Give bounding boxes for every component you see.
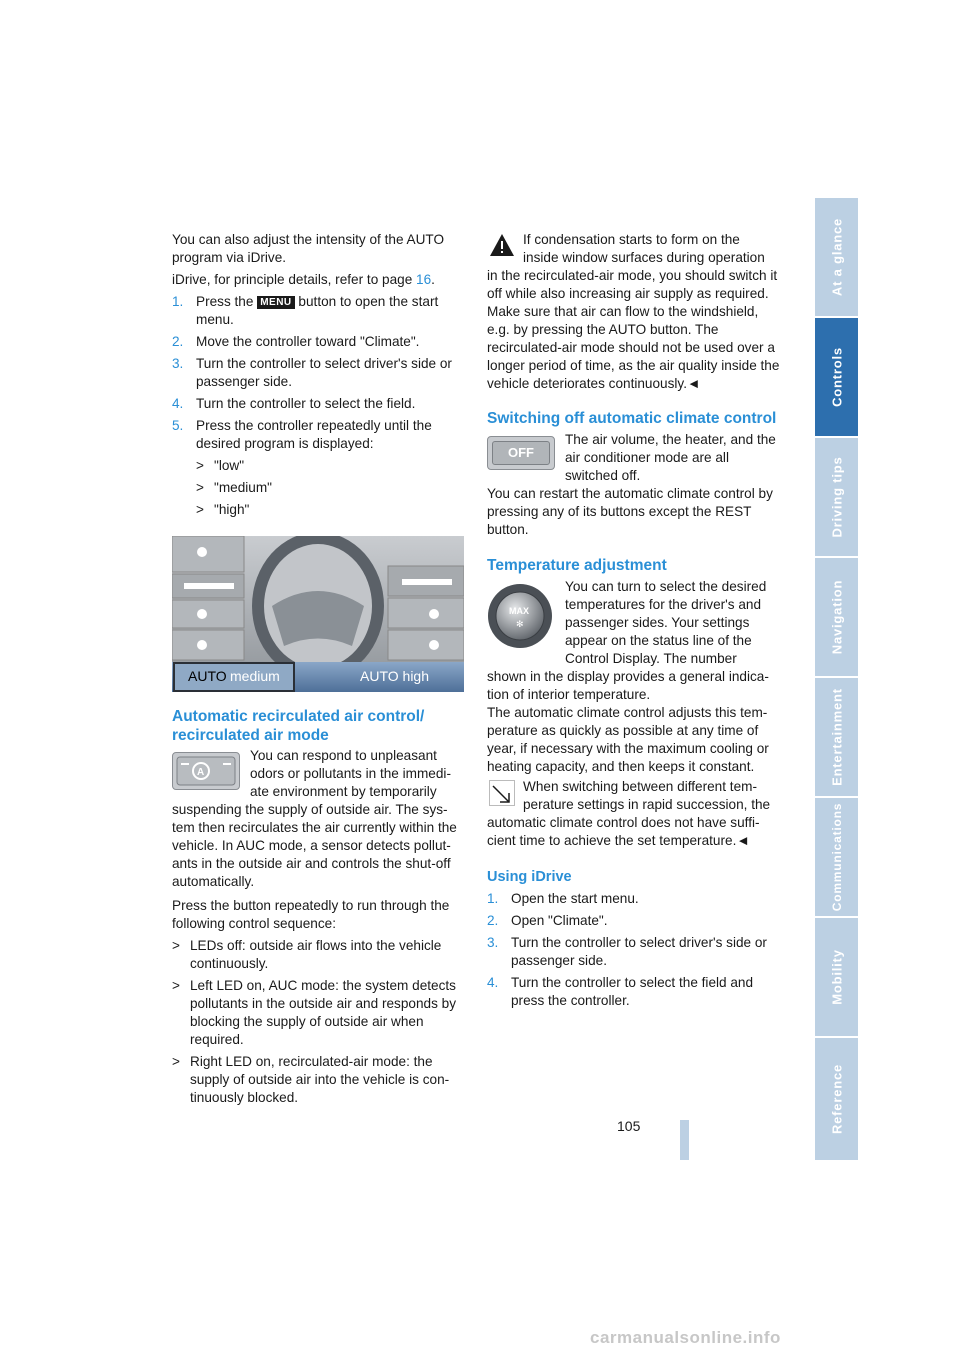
display-label-auto-high: AUTO high: [360, 668, 429, 684]
menu-button-icon: MENU: [257, 296, 294, 309]
off-body: You can restart the automatic climate control by pressing any of its buttons except the REST button.: [487, 486, 773, 537]
max-knob-icon: [487, 583, 553, 649]
temp-body: shown in the display provides a general indica-tion of interior temperature. The automatic climate control adjusts this tem-perature as quickly as possible at any time of year, if necessary with the maximum cooling or heating capacity, and then keeps it constant.: [487, 669, 769, 774]
program-list: [172, 457, 467, 519]
sidebar-tab-driving-tips[interactable]: Driving tips: [815, 438, 858, 556]
list-item: 5. Press the controller repeatedly until the desired program is displayed:: [172, 418, 432, 451]
list-item: 3. Turn the controller to select driver's side or passenger side.: [172, 356, 452, 389]
left-column: [172, 231, 467, 523]
list-item: > "high": [196, 502, 250, 517]
off-button-icon: OFF: [487, 436, 555, 470]
auc-intro-lines: You can respond to unpleasant odors or pollutants in the immedi- ate environment by temporarily: [250, 748, 451, 799]
auc-button-icon: [172, 752, 240, 790]
idrive-reference: iDrive, for principle details, refer to page 16.: [172, 272, 435, 287]
list-item: 4. Turn the controller to select the field and press the controller.: [487, 975, 754, 1008]
list-item: > Right LED on, recirculated-air mode: the supply of outside air into the vehicle is con-tinuously blocked.: [172, 1054, 450, 1105]
sidebar-tab-reference[interactable]: Reference: [815, 1038, 858, 1160]
note-lines: When switching between different tem- perature settings in rapid succession, the: [523, 779, 771, 812]
svg-text:A: A: [197, 767, 205, 778]
note-icon: [489, 780, 515, 806]
list-item: > LEDs off: outside air flows into the vehicle continuously.: [172, 938, 442, 971]
sidebar-tab-communications[interactable]: Communications: [815, 798, 858, 916]
warning-lines: If condensation starts to form on the inside window surfaces during operation: [523, 232, 765, 265]
end-mark: ◄: [736, 833, 750, 848]
off-lines: The air volume, the heater, and the air conditioner mode are all switched off.: [565, 432, 776, 483]
display-label-auto: AUTO: [188, 668, 227, 684]
list-item: 3. Turn the controller to select driver's side or passenger side.: [487, 935, 767, 968]
steps-list: [172, 293, 467, 453]
max-label: MAX: [509, 606, 529, 616]
off-heading: Switching off automatic climate control: [487, 410, 777, 427]
sidebar-tab-at-a-glance[interactable]: At a glance: [815, 198, 858, 316]
auc-heading: Automatic recirculated air control/ recirculated air mode: [172, 708, 425, 744]
page-number: 105: [617, 1118, 641, 1134]
sidebar-tab-navigation[interactable]: Navigation: [815, 558, 858, 676]
sequence-list: [172, 937, 467, 1107]
page-marker: [680, 1120, 689, 1160]
control-display-image: [172, 536, 464, 692]
sidebar-tab-controls[interactable]: Controls: [815, 318, 858, 436]
idrive-steps: [487, 890, 782, 1014]
display-label-medium: medium: [230, 668, 280, 684]
end-mark: ◄: [687, 376, 701, 391]
warning-body: in the recirculated-air mode, you should switch it off while also increasing air supply as required. Make sure that air can flow to the windshield, e.g. by pressing the AUTO button. The recirculated-air mode should not be used over a longer period of time, as the air quality inside the vehicle deteriorates continuously.◄: [487, 268, 780, 391]
list-item: 1. Open the start menu.: [487, 891, 639, 906]
list-item: > Left LED on, AUC mode: the system detects pollutants in the outside air and responds by blocking the supply of outside air when required.: [172, 978, 457, 1047]
list-item: 2. Move the controller toward "Climate".: [172, 334, 420, 349]
list-item: 2. Open "Climate".: [487, 913, 608, 928]
list-item: 4. Turn the controller to select the field.: [172, 396, 416, 411]
page-link[interactable]: 16: [416, 272, 432, 287]
temp-lines: You can turn to select the desired temperatures for the driver's and passenger sides. Your settings appear on the status line of the Control Display. The number: [565, 579, 767, 666]
intro-paragraph: You can also adjust the intensity of the AUTO program via iDrive.: [172, 232, 445, 265]
auc-body: suspending the supply of outside air. The sys-tem then recirculates the air currently within the vehicle. In AUC mode, a sensor detects pollut-ants in the outside air and controls the shut-off automatically. Press the button repeatedly to run through the following control sequence: > LEDs off: outside air flows into the vehicle continuously. > Left LED on, AUC mode: the system detects pollutants in the outside air and responds by blocking the supply of outside air when required. > Right LED on, recirculated-air mode: the supply of outside air into the vehicle is con-tinuously blocked.: [172, 801, 467, 1111]
warning-icon: [489, 233, 515, 257]
svg-text:✻: ✻: [516, 620, 524, 630]
watermark: carmanualsonline.info: [590, 1328, 781, 1347]
list-item: > "low": [196, 458, 245, 473]
temp-heading: Temperature adjustment: [487, 557, 667, 574]
list-item: > "medium": [196, 480, 272, 495]
list-item: 1. Press the MENU button to open the start menu.: [172, 294, 439, 327]
sidebar-tab-mobility[interactable]: Mobility: [815, 918, 858, 1036]
sidebar-tab-entertainment[interactable]: Entertainment: [815, 678, 858, 796]
note-body: automatic climate control does not have suffi-cient time to achieve the set temperature.◄: [487, 815, 760, 848]
idrive-heading: Using iDrive: [487, 869, 572, 885]
